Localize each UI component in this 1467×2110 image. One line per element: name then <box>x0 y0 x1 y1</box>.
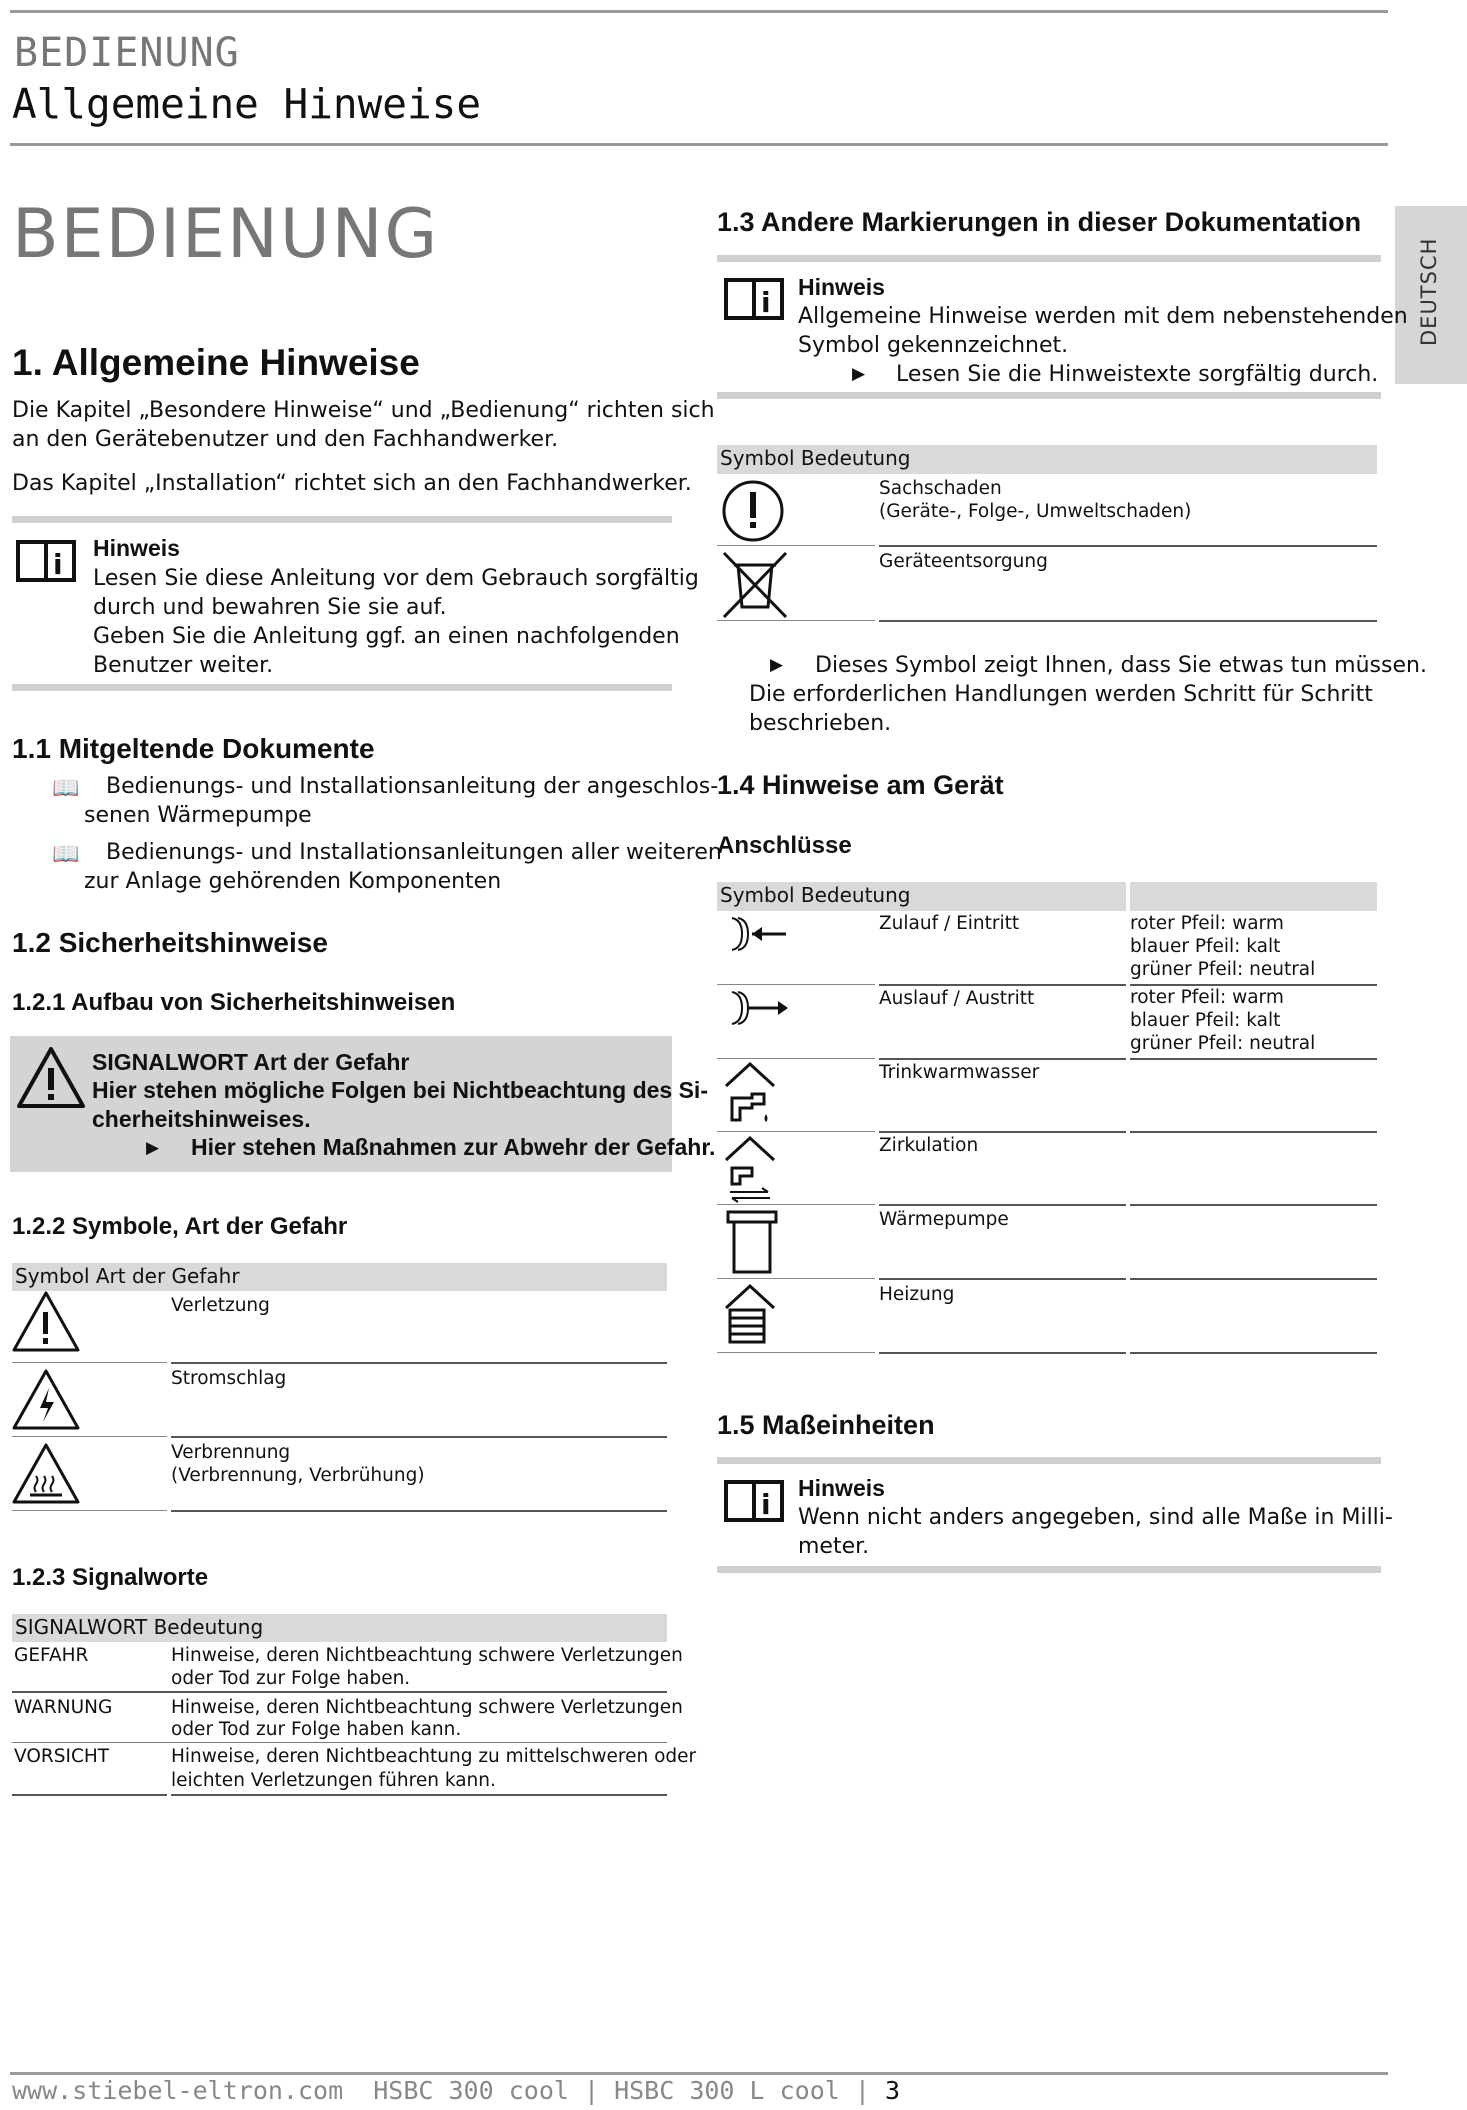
note-text: Wenn nicht anders angegeben, sind alle Maße in Milli- <box>798 1505 1393 1530</box>
note-action: Lesen Sie die Hinweistexte sorgfältig durch. <box>896 362 1379 387</box>
book-icon: 📖 <box>52 776 80 801</box>
signal-meaning: Hinweise, deren Nichtbeachtung zu mittelschweren oder <box>171 1746 697 1767</box>
svg-text:i: i <box>761 1488 771 1521</box>
action-arrow-icon: ▶ <box>852 364 866 384</box>
signal-meaning: Hinweise, deren Nichtbeachtung schwere Verletzungen <box>171 1697 683 1718</box>
section-heading-1: 1. Allgemeine Hinweise <box>12 342 420 383</box>
device-label: Wärmepumpe <box>879 1209 1009 1230</box>
marks-table-header: Symbol Bedeutung <box>717 445 1377 474</box>
subheading-anschluesse: Anschlüsse <box>717 832 852 859</box>
hot-water-icon <box>722 1060 788 1130</box>
page-title: BEDIENUNG <box>12 195 440 274</box>
signal-word: SIGNALWORT Art der Gefahr <box>92 1049 410 1075</box>
note-text: Geben Sie die Anleitung ggf. an einen nachfolgenden <box>93 624 680 649</box>
action-arrow-icon: ▶ <box>770 655 784 675</box>
note-text: Lesen Sie diese Anleitung vor dem Gebrauch sorgfältig <box>93 566 699 591</box>
footer-models: HSBC 300 cool | HSBC 300 L cool | <box>373 2076 870 2105</box>
device-note: grüner Pfeil: neutral <box>1130 959 1316 980</box>
warning-text: Hier stehen mögliche Folgen bei Nichtbeachtung des Si- <box>92 1077 708 1103</box>
device-note: roter Pfeil: warm <box>1130 913 1284 934</box>
danger-table-header: Symbol Art der Gefahr <box>12 1263 667 1291</box>
book-icon: 📖 <box>52 842 80 867</box>
device-label: Heizung <box>879 1284 955 1305</box>
mark-meaning: Geräteentsorgung <box>879 551 1048 572</box>
note-title: Hinweis <box>798 1475 885 1501</box>
mark-meaning-detail: (Geräte-, Folge-, Umweltschaden) <box>879 501 1192 522</box>
page-number: 3 <box>885 2076 901 2105</box>
danger-type: Verbrennung <box>171 1442 291 1463</box>
note-title: Hinweis <box>93 535 180 561</box>
device-note: blauer Pfeil: kalt <box>1130 1010 1281 1031</box>
signal-meaning: oder Tod zur Folge haben. <box>171 1668 411 1689</box>
action-text: Die erforderlichen Handlungen werden Schritt für Schritt <box>749 682 1373 707</box>
inlet-icon <box>722 912 792 956</box>
section-heading-1-3: 1.3 Andere Markierungen in dieser Dokumentation <box>717 207 1362 237</box>
document-item: zur Anlage gehörenden Komponenten <box>84 869 502 894</box>
mark-meaning: Sachschaden <box>879 478 1002 499</box>
section-heading-1-2-3: 1.2.3 Signalworte <box>12 1564 209 1591</box>
signal-table-header: SIGNALWORT Bedeutung <box>12 1614 667 1642</box>
device-label: Trinkwarmwasser <box>879 1062 1040 1083</box>
section-heading-1-5: 1.5 Maßeinheiten <box>717 1410 935 1440</box>
footer <box>12 2076 900 2105</box>
disposal-icon <box>720 549 790 621</box>
hot-surface-icon <box>12 1442 80 1504</box>
property-damage-icon <box>720 478 786 544</box>
device-note: grüner Pfeil: neutral <box>1130 1033 1316 1054</box>
footer-url[interactable]: www.stiebel-eltron.com <box>12 2076 344 2105</box>
info-book-icon <box>724 1476 794 1526</box>
outlet-icon <box>722 986 792 1030</box>
header-subtitle: Allgemeine Hinweise <box>12 80 481 128</box>
note-text: Allgemeine Hinweise werden mit dem nebenstehenden <box>798 304 1408 329</box>
heat-pump-icon <box>722 1208 782 1278</box>
signal-word-cell: VORSICHT <box>14 1746 110 1767</box>
note-text: meter. <box>798 1534 870 1559</box>
section-heading-1-4: 1.4 Hinweise am Gerät <box>717 770 1004 800</box>
electric-shock-icon <box>12 1368 80 1430</box>
warning-icon <box>12 1290 80 1352</box>
note-text: Symbol gekennzeichnet. <box>798 333 1069 358</box>
danger-type-detail: (Verbrennung, Verbrühung) <box>171 1465 425 1486</box>
header-section: BEDIENUNG <box>14 30 240 76</box>
warning-text: cherheitshinweises. <box>92 1106 311 1132</box>
note-text: durch und bewahren Sie sie auf. <box>93 595 447 620</box>
section-heading-1-1: 1.1 Mitgeltende Dokumente <box>12 733 375 764</box>
intro-line: Das Kapitel „Installation“ richtet sich an den Fachhandwerker. <box>12 471 692 496</box>
warning-icon <box>16 1046 86 1110</box>
signal-word-cell: WARNUNG <box>14 1697 113 1718</box>
document-item: Bedienungs- und Installationsanleitungen aller weiteren <box>106 840 722 865</box>
signal-meaning: leichten Verletzungen führen kann. <box>171 1770 496 1791</box>
device-table-header: Symbol Bedeutung <box>717 882 1126 911</box>
svg-text:i: i <box>53 548 63 581</box>
action-arrow-icon: ▶ <box>146 1138 160 1158</box>
intro-line: an den Gerätebenutzer und den Fachhandwerker. <box>12 427 559 452</box>
signal-word-cell: GEFAHR <box>14 1645 89 1666</box>
language-tab[interactable]: DEUTSCH <box>1395 206 1467 384</box>
danger-type: Stromschlag <box>171 1368 287 1389</box>
device-note: roter Pfeil: warm <box>1130 987 1284 1008</box>
section-heading-1-2-2: 1.2.2 Symbole, Art der Gefahr <box>12 1213 348 1240</box>
signal-meaning: oder Tod zur Folge haben kann. <box>171 1719 462 1740</box>
heating-icon <box>722 1282 788 1348</box>
signal-meaning: Hinweise, deren Nichtbeachtung schwere Verletzungen <box>171 1645 683 1666</box>
document-item: senen Wärmepumpe <box>84 803 312 828</box>
note-title: Hinweis <box>798 274 885 300</box>
device-note: blauer Pfeil: kalt <box>1130 936 1281 957</box>
intro-line: Die Kapitel „Besondere Hinweise“ und „Bedienung“ richten sich <box>12 398 715 423</box>
device-label: Zulauf / Eintritt <box>879 913 1020 934</box>
info-book-icon <box>16 536 86 586</box>
action-text: beschrieben. <box>749 711 892 736</box>
warning-action: Hier stehen Maßnahmen zur Abwehr der Gefahr. <box>191 1134 716 1160</box>
section-heading-1-2: 1.2 Sicherheitshinweise <box>12 927 328 958</box>
svg-text:i: i <box>761 286 771 319</box>
note-text: Benutzer weiter. <box>93 653 274 678</box>
device-label: Auslauf / Austritt <box>879 988 1035 1009</box>
danger-type: Verletzung <box>171 1295 270 1316</box>
document-item: Bedienungs- und Installationsanleitung der angeschlos- <box>106 774 719 799</box>
action-text: Dieses Symbol zeigt Ihnen, dass Sie etwas tun müssen. <box>815 653 1427 678</box>
circulation-icon <box>722 1134 788 1204</box>
info-book-icon <box>724 274 794 324</box>
section-heading-1-2-1: 1.2.1 Aufbau von Sicherheitshinweisen <box>12 989 456 1016</box>
device-label: Zirkulation <box>879 1135 979 1156</box>
